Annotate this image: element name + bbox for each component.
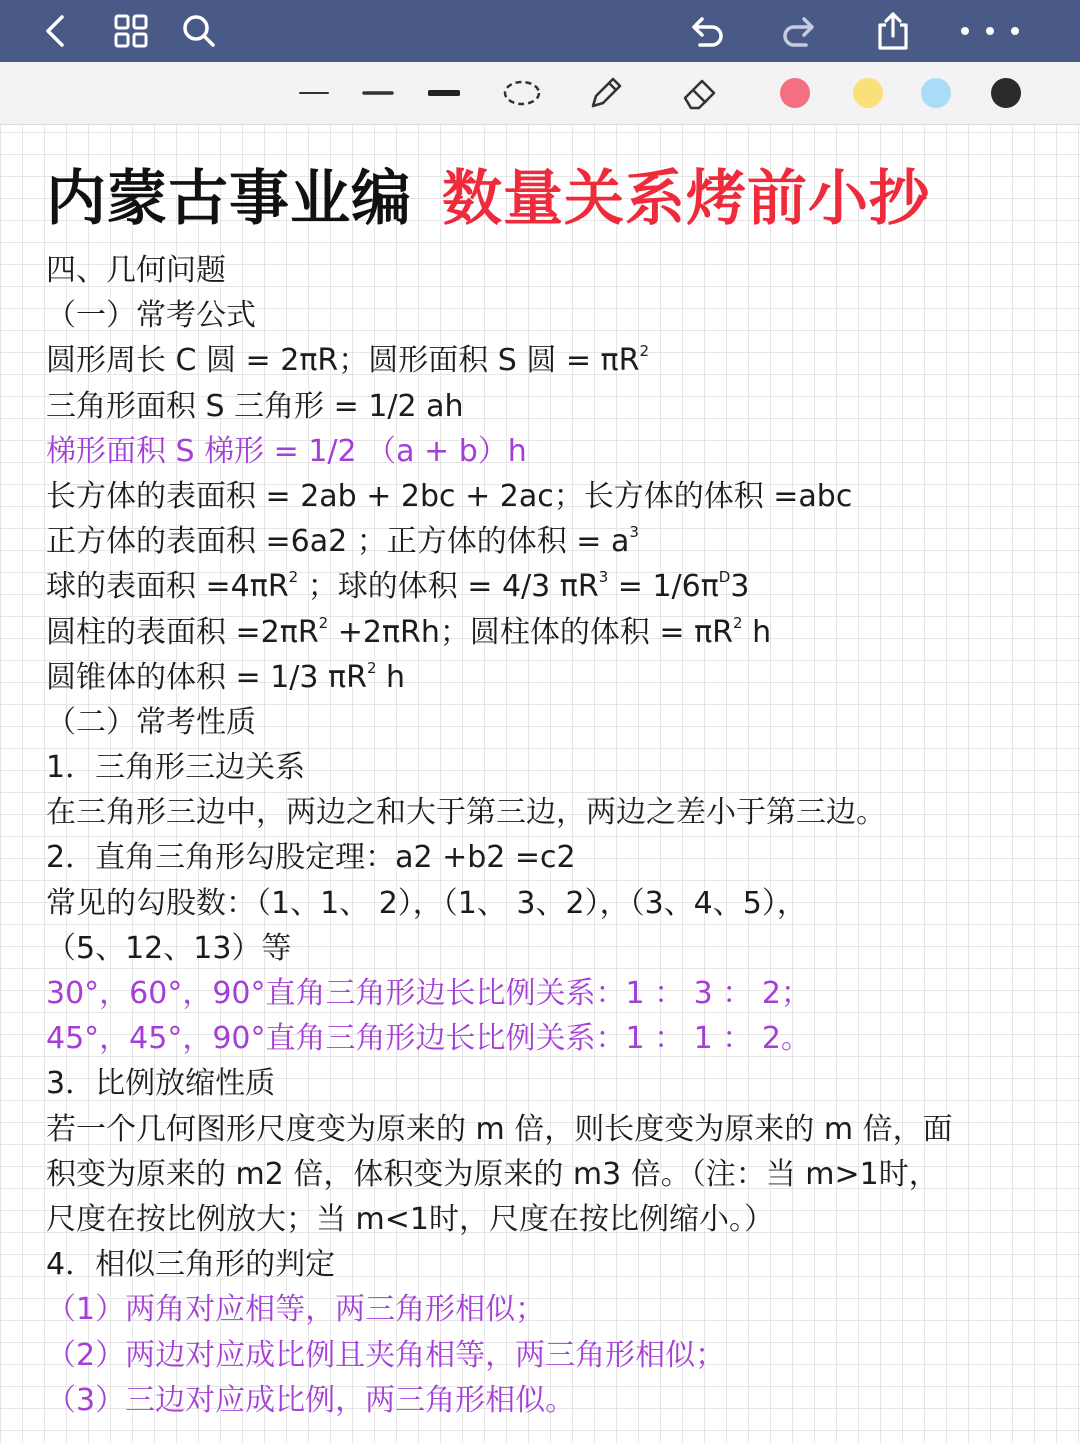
item-heading: 2．直角三角形勾股定理：a2 +b2 =c2 [46,840,576,876]
formula-circle [46,338,1046,383]
formula-text: 正方体的表面积 =6a2 ；正方体的体积 = a [46,524,630,560]
formula-text: 球的表面积 =4πR [46,569,289,605]
item-heading: 3．比例放缩性质 [46,1066,276,1102]
back-button[interactable] [34,8,80,54]
more-icon [955,25,1025,37]
similarity-rule: （1）两角对应相等，两三角形相似； [46,1292,546,1328]
item-heading: 1．三角形三边关系 [46,750,306,786]
lasso-button[interactable] [500,71,544,115]
medium-line-icon [362,89,394,97]
superscript: 2 [733,613,743,632]
paragraph: 在三角形三边中，两边之和大于第三边，两边之差小于第三边。 [46,795,886,831]
formula-text: ；球的体积 = 4/3 πR [298,569,599,605]
color-black-swatch[interactable] [984,71,1028,115]
search-button[interactable] [176,8,222,54]
medium-stroke-button[interactable] [356,71,400,115]
formula-cuboid: 长方体的表面积 = 2ab + 2bc + 2ac；长方体的体积 =abc [46,478,853,514]
formula-text: 圆形周长 C 圆 = 2πR；圆形面积 S 圆 = πR [46,343,640,379]
item-heading: 4．相似三角形的判定 [46,1247,336,1283]
superscript: 2 [639,342,649,361]
paragraph: 尺度在按比例放大；当 m<1时，尺度在按比例缩小。） [46,1201,774,1237]
eraser-icon [680,74,720,112]
formula-text: = 1/6π [608,569,719,605]
superscript: 2 [318,613,329,632]
blue-dot [921,78,951,108]
ratio-note: 30°，60°，90°直角三角形边长比例关系：1 ： 3 ： 2； [46,976,811,1011]
superscript: D [718,568,731,587]
eraser-button[interactable] [678,71,722,115]
paragraph: 若一个几何图形尺度变为原来的 m 倍，则长度变为原来的 m 倍，面 [46,1111,953,1147]
redo-button[interactable] [776,8,822,54]
yellow-dot [853,78,883,108]
formula-cube [46,519,1046,564]
grid-view-button[interactable] [108,8,154,54]
thin-stroke-button[interactable] [292,71,336,115]
search-icon [181,13,217,49]
pink-dot [780,78,810,108]
undo-button[interactable] [684,8,730,54]
formula-trapezoid: 梯形面积 S 梯形 = 1/2 （a + b）h [46,433,527,469]
title-black: 内蒙古事业编 [46,164,412,234]
share-button[interactable] [870,8,916,54]
thick-stroke-button[interactable] [422,71,466,115]
section-heading: 四、几何问题 [46,253,226,288]
black-dot [991,78,1021,108]
note-lines [46,248,1046,1423]
formula-text: h [742,614,772,650]
formula-cone [46,655,1046,700]
formula-text: +2πRh；圆柱体的体积 = πR [328,614,734,650]
formula-text: 圆锥体的体积 = 1/3 πR [46,659,367,695]
paragraph: 常见的勾股数：（1、1、 2），（1、 3、2），（3、4、5）， [46,885,807,921]
more-button[interactable] [950,8,1030,54]
superscript: 2 [366,658,377,677]
color-pink-swatch[interactable] [773,71,817,115]
share-icon [875,11,911,51]
thin-line-icon [298,90,330,96]
title-red: 数量关系烤前小抄 [442,164,930,234]
subsection-heading: （一）常考公式 [46,298,256,334]
formula-sphere [46,564,1046,609]
ratio-note: 45°，45°，90°直角三角形边长比例关系：1 ： 1 ： 2。 [46,1021,811,1057]
back-icon [42,14,72,48]
top-navigation-bar [0,0,1080,62]
grid-icon [113,13,149,49]
paragraph: （5、12、13）等 [46,930,292,966]
formula-triangle: 三角形面积 S 三角形 = 1/2 ah [46,388,464,424]
drawing-toolbar [0,62,1080,125]
redo-icon [780,13,818,49]
pen-button[interactable] [584,71,628,115]
paragraph: 积变为原来的 m2 倍，体积变为原来的 m3 倍。（注：当 m>1时， [46,1156,939,1192]
similarity-rule: （2）两边对应成比例且夹角相等，两三角形相似； [46,1337,726,1373]
page-title [46,140,1046,248]
pen-icon [587,74,625,112]
formula-text: 3 [730,569,750,605]
formula-cylinder [46,610,1046,655]
similarity-rule: （3）三边对应成比例，两三角形相似。 [46,1382,576,1418]
thick-line-icon [428,88,460,98]
undo-icon [688,13,726,49]
superscript: 3 [598,568,609,587]
note-page [46,140,1046,1423]
formula-text: 圆柱的表面积 =2πR [46,614,319,650]
color-yellow-swatch[interactable] [846,71,890,115]
color-blue-swatch[interactable] [914,71,958,115]
formula-text: h [376,659,406,695]
superscript: 3 [629,523,639,542]
lasso-icon [502,78,542,108]
subsection-heading: （二）常考性质 [46,704,256,740]
superscript: 2 [288,568,299,587]
